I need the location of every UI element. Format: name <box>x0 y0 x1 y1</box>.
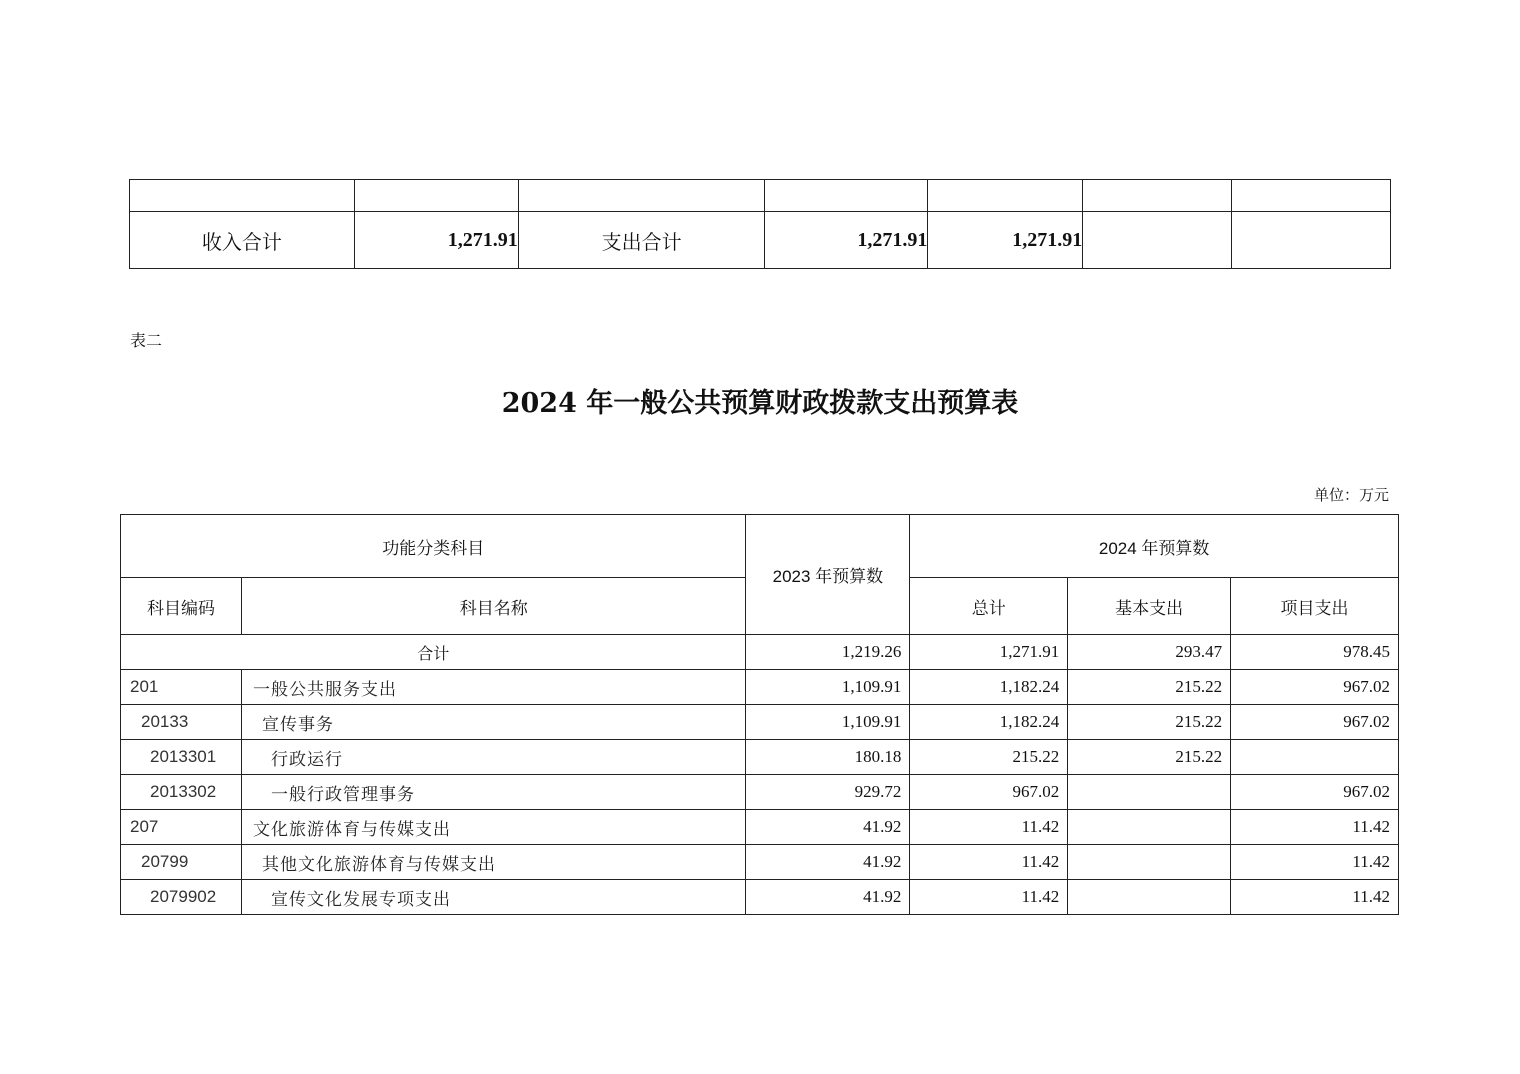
row-name: 行政运行 <box>241 740 745 775</box>
row-total: 11.42 <box>910 880 1068 915</box>
table-row <box>121 810 1399 845</box>
header-basic: 基本支出 <box>1068 578 1231 635</box>
row-code: 2013302 <box>121 775 242 810</box>
row-project: 11.42 <box>1231 880 1399 915</box>
row-basic: 215.22 <box>1068 705 1231 740</box>
row-total: 11.42 <box>910 845 1068 880</box>
row-total: 1,182.24 <box>910 705 1068 740</box>
row-basic <box>1068 880 1231 915</box>
income-total-value: 1,271.91 <box>354 212 518 269</box>
row-b2023: 180.18 <box>746 740 910 775</box>
table-row <box>121 775 1399 810</box>
row-code: 2079902 <box>121 880 242 915</box>
table-row <box>121 705 1399 740</box>
unit-label: 单位：万元 <box>1313 486 1389 504</box>
row-name: 一般公共服务支出 <box>241 670 745 705</box>
table-row <box>121 670 1399 705</box>
row-b2023: 1,109.91 <box>746 670 910 705</box>
row-project: 967.02 <box>1231 670 1399 705</box>
header-total: 总计 <box>910 578 1068 635</box>
row-project: 967.02 <box>1231 705 1399 740</box>
total-label: 合计 <box>121 635 746 670</box>
expense-total-value-2: 1,271.91 <box>928 212 1083 269</box>
row-name: 宣传文化发展专项支出 <box>241 880 745 915</box>
row-project: 967.02 <box>1231 775 1399 810</box>
header-row-1 <box>121 515 1399 578</box>
header-budget-2023: 2023 年预算数 <box>746 515 910 635</box>
row-basic <box>1068 775 1231 810</box>
row-basic <box>1068 810 1231 845</box>
row-b2023: 1,109.91 <box>746 705 910 740</box>
header-project: 项目支出 <box>1231 578 1399 635</box>
total-row <box>121 635 1399 670</box>
row-code: 20133 <box>121 705 242 740</box>
total-basic: 293.47 <box>1068 635 1231 670</box>
summary-total-row <box>130 212 1391 269</box>
total-total: 1,271.91 <box>910 635 1068 670</box>
expense-total-value: 1,271.91 <box>765 212 928 269</box>
table-row <box>121 880 1399 915</box>
row-project: 11.42 <box>1231 845 1399 880</box>
row-code: 201 <box>121 670 242 705</box>
row-b2023: 41.92 <box>746 880 910 915</box>
row-project <box>1231 740 1399 775</box>
header-budget-2024: 2024 年预算数 <box>910 515 1399 578</box>
income-total-label: 收入合计 <box>130 212 355 269</box>
table-number: 表二 <box>130 331 163 350</box>
row-name: 文化旅游体育与传媒支出 <box>241 810 745 845</box>
row-project: 11.42 <box>1231 810 1399 845</box>
row-total: 1,182.24 <box>910 670 1068 705</box>
row-code: 20799 <box>121 845 242 880</box>
header-func-category: 功能分类科目 <box>121 515 746 578</box>
row-basic: 215.22 <box>1068 670 1231 705</box>
budget-table <box>120 514 1399 915</box>
header-name: 科目名称 <box>241 578 745 635</box>
table-row <box>121 845 1399 880</box>
summary-blank-row <box>130 180 1391 212</box>
table-row <box>121 740 1399 775</box>
row-code: 2013301 <box>121 740 242 775</box>
row-b2023: 929.72 <box>746 775 910 810</box>
row-name: 一般行政管理事务 <box>241 775 745 810</box>
row-code: 207 <box>121 810 242 845</box>
row-name: 其他文化旅游体育与传媒支出 <box>241 845 745 880</box>
row-basic: 215.22 <box>1068 740 1231 775</box>
row-total: 215.22 <box>910 740 1068 775</box>
row-basic <box>1068 845 1231 880</box>
row-b2023: 41.92 <box>746 845 910 880</box>
total-b2023: 1,219.26 <box>746 635 910 670</box>
summary-table <box>129 179 1391 269</box>
row-name: 宣传事务 <box>241 705 745 740</box>
row-total: 11.42 <box>910 810 1068 845</box>
row-b2023: 41.92 <box>746 810 910 845</box>
page-title: 2024 年一般公共预算财政拨款支出预算表 <box>501 388 1019 419</box>
header-code: 科目编码 <box>121 578 242 635</box>
expense-total-label: 支出合计 <box>518 212 765 269</box>
total-project: 978.45 <box>1231 635 1399 670</box>
row-total: 967.02 <box>910 775 1068 810</box>
